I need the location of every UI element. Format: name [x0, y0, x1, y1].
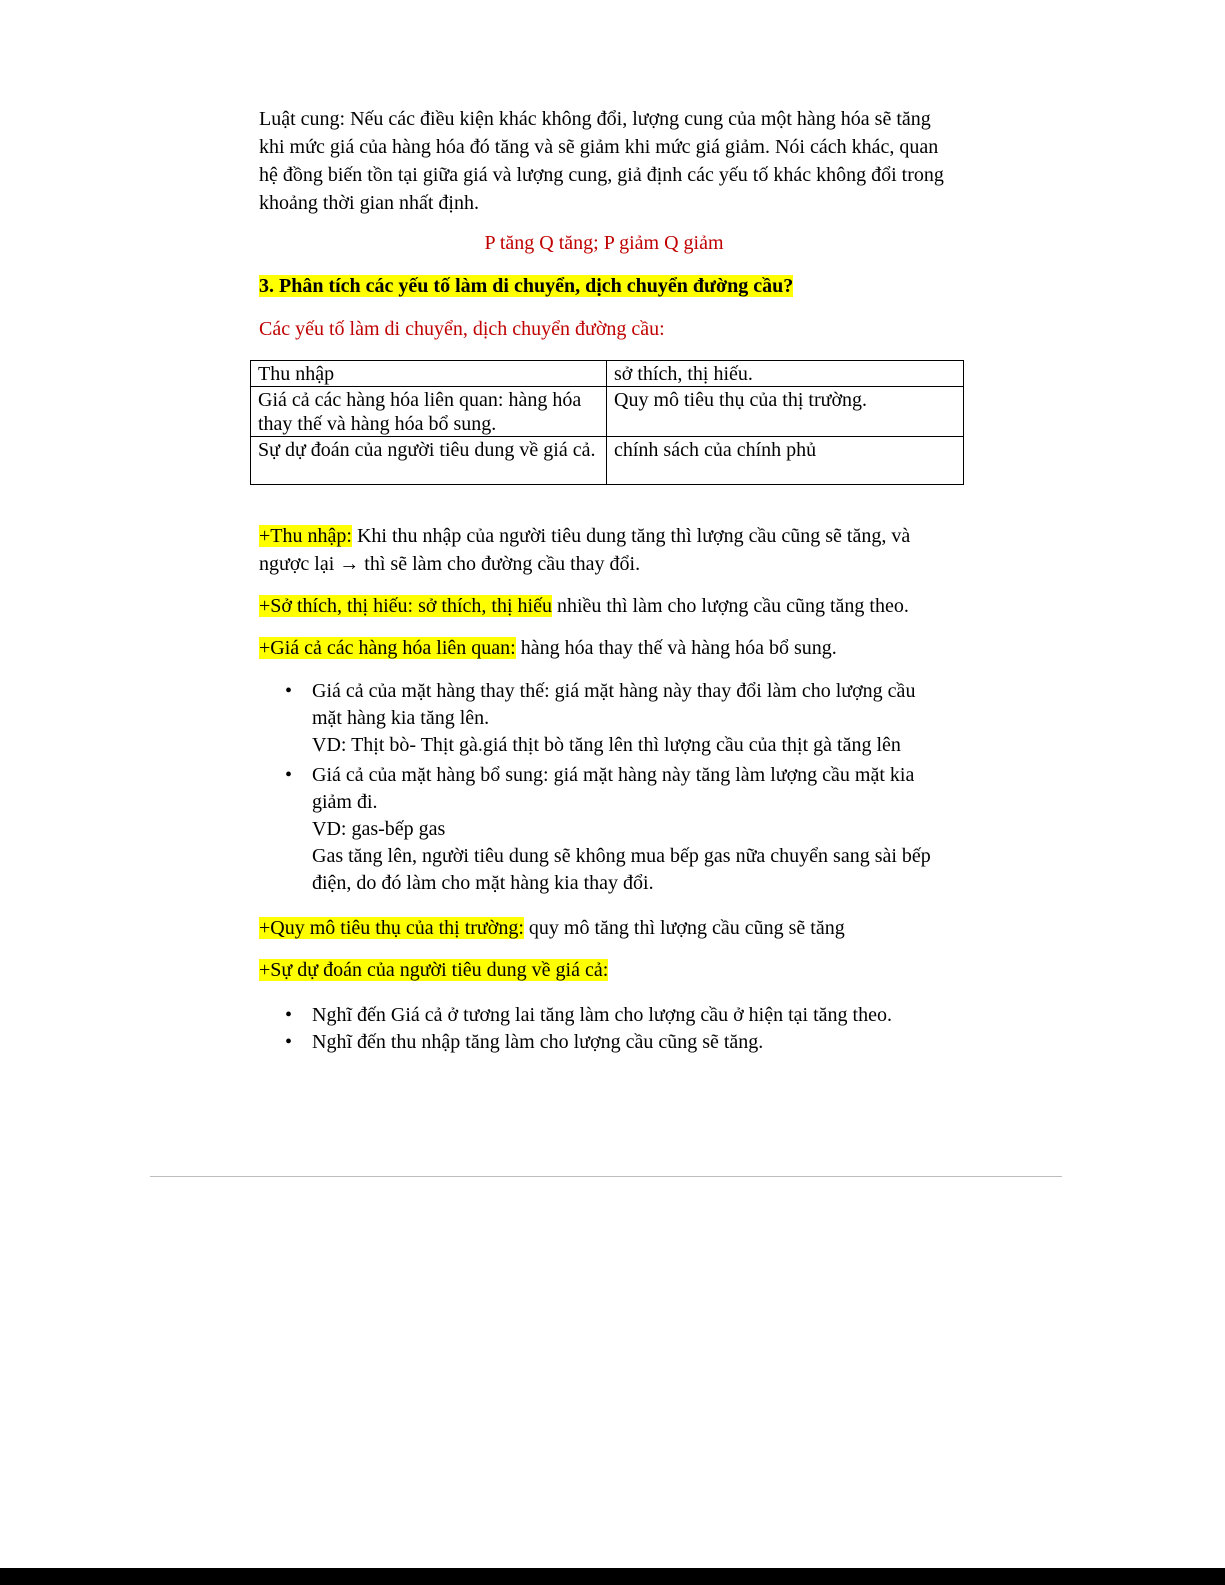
list-item-detail: Gas tăng lên, người tiêu dung sẽ không mua bếp gas nữa chuyển sang sài bếp điện, do đó làm cho mặt hàng kia thay đổi. — [312, 845, 931, 894]
section-subheading: Các yếu tố làm di chuyển, dịch chuyển đường cầu: — [259, 318, 665, 340]
list-item — [285, 678, 935, 759]
list-item — [285, 762, 935, 897]
table-row — [251, 361, 964, 387]
intro-paragraph: Luật cung: Nếu các điều kiện khác không đổi, lượng cung của một hàng hóa sẽ tăng khi mức giá của hàng hóa đó tăng và sẽ giảm khi mức giá giảm. Nói cách khác, quan hệ đồng biến tồn tại giữa giá và lượng cung, giả định các yếu tố khác không đổi trong khoảng thời gian nhất định. — [259, 108, 944, 214]
scale-label: +Quy mô tiêu thụ của thị trường: — [259, 917, 524, 939]
income-text: Khi thu nhập của người tiêu dung tăng thì lượng cầu cũng sẽ tăng, và ngược lại — [259, 525, 911, 575]
income-paragraph — [259, 522, 949, 578]
taste-text: nhiều thì làm cho lượng cầu cũng tăng theo. — [551, 595, 909, 617]
table-cell: Sự dự đoán của người tiêu dung về giá cả. — [251, 437, 607, 485]
related-goods-list — [285, 678, 935, 897]
related-label: +Giá cả các hàng hóa liên quan: — [259, 637, 516, 659]
bottom-edge-bar — [0, 1568, 1225, 1585]
related-text: hàng hóa thay thế và hàng hóa bổ sung. — [515, 637, 837, 659]
list-item: • Nghĩ đến Giá cả ở tương lai tăng làm cho lượng cầu ở hiện tại tăng theo. — [285, 1002, 935, 1029]
income-text-2: thì sẽ làm cho đường cầu thay đổi. — [359, 553, 641, 575]
table-cell: chính sách của chính phủ — [607, 437, 964, 485]
table-cell: Thu nhập — [251, 361, 607, 387]
table-cell: sở thích, thị hiếu. — [607, 361, 964, 387]
supply-rule: P tăng Q tăng; P giảm Q giảm — [484, 232, 724, 254]
list-item: • Nghĩ đến thu nhập tăng làm cho lượng cầu cũng sẽ tăng. — [285, 1029, 935, 1056]
taste-label: +Sở thích, thị hiếu: sở thích, thị hiếu — [259, 595, 552, 617]
scale-text: quy mô tăng thì lượng cầu cũng sẽ tăng — [523, 917, 845, 939]
table-cell: Giá cả các hàng hóa liên quan: hàng hóa thay thế và hàng hóa bổ sung. — [251, 387, 607, 437]
list-item-text: Giá cả của mặt hàng bổ sung: giá mặt hàng này tăng làm lượng cầu mặt kia giảm đi. — [312, 764, 915, 813]
related-paragraph — [259, 634, 949, 662]
table-row — [251, 387, 964, 437]
table-cell: Quy mô tiêu thụ của thị trường. — [607, 387, 964, 437]
factors-table — [250, 360, 964, 485]
expect-paragraph — [259, 956, 949, 984]
page-divider — [150, 1176, 1062, 1177]
income-label: +Thu nhập: — [259, 525, 352, 547]
list-item-text: Giá cả của mặt hàng thay thế: giá mặt hàng này thay đổi làm cho lượng cầu mặt hàng kia tăng lên. — [312, 680, 916, 729]
scale-paragraph — [259, 914, 949, 942]
expectation-list — [285, 1002, 935, 1056]
expect-label: +Sự dự đoán của người tiêu dung về giá cả: — [259, 959, 609, 981]
list-item-example: VD: gas-bếp gas — [312, 818, 446, 840]
list-item-example: VD: Thịt bò- Thịt gà.giá thịt bò tăng lên thì lượng cầu của thịt gà tăng lên — [312, 734, 901, 756]
arrow-right-icon: → — [339, 553, 360, 575]
table-row — [251, 437, 964, 485]
section-heading — [259, 272, 949, 300]
section-heading-text: 3. Phân tích các yếu tố làm di chuyển, dịch chuyển đường cầu? — [259, 275, 794, 297]
taste-paragraph — [259, 592, 949, 620]
